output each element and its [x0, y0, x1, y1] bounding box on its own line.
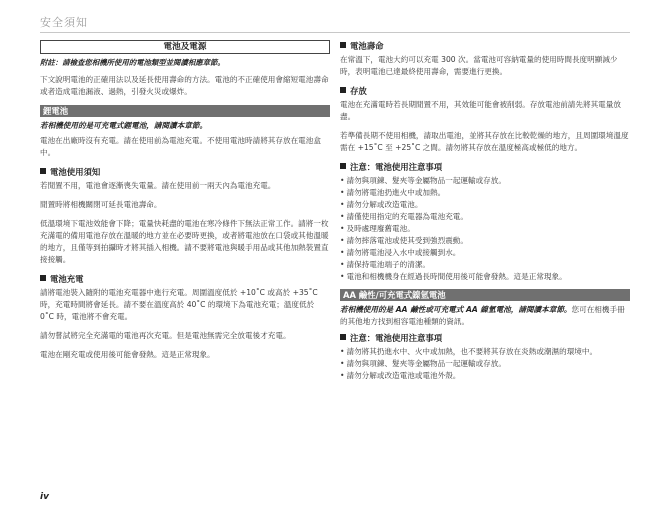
battery-life-paragraph: 在常溫下，電池大約可以充電 300 次。當電池可容納電量的使用時間長度明顯減少時，表明電池已達最終使用壽命，需要進行更換。 [340, 55, 618, 76]
aa-intro [340, 304, 630, 328]
notes-paragraph-3: 低溫環境下電池效能會下降；電量快耗盡的電池在寒冷條件下無法正常工作。請將一枚充滿電的備用電池存放在溫暖的地方並在必要時更換，或者將電池放在口袋或其他溫暖的地方，且僅等到拍攝時才將其插入相機。請不要將電池與暖手用品或其他加熱裝置直接接觸。 [40, 219, 329, 264]
list-item: • 請保持電池端子的清潔。 [340, 259, 630, 271]
charging-paragraph-1: 請將電池裝入隨附的電池充電器中進行充電。周圍溫度低於 +10˚C 或高於 +35˚C 時，充電時間將會延長。請不要在溫度高於 40˚C 的環境下為電池充電；溫度低於 0˚C 時，電池將不會充電。 [40, 288, 318, 321]
page-number: iv [40, 492, 49, 502]
battery-power-title: 電池及電源 [40, 40, 330, 54]
square-bullet-icon [40, 168, 46, 174]
note-line [40, 57, 330, 68]
lithium-intro: 若相機使用的是可充電式鋰電池，請閱讀本章節。 [40, 121, 208, 130]
charging-paragraph-2: 請勿嘗試將完全充滿電的電池再次充電。但是電池無需完全放電後才充電。 [40, 331, 291, 340]
right-column [340, 40, 630, 388]
header-divider [40, 32, 630, 33]
intro-paragraph: 下文說明電池的正確用法以及延長使用壽命的方法。電池的不正確使用會縮短電池壽命或者造成電池漏液、過熱，引發火災或爆炸。 [40, 75, 329, 96]
aa-intro-emphasis: 若相機使用的是 AA 鹼性或可充電式 AA 鎳氫電池，請閱讀本章節。 [340, 305, 572, 314]
caution-heading-2: 注意：電池使用注意事項 [340, 332, 630, 344]
list-item: • 請勿與項鍊、髮夾等金屬物品一起運輸或存放。 [340, 175, 630, 187]
lithium-battery-band: 鋰電池 [40, 105, 330, 117]
list-item: • 及時處理廢舊電池。 [340, 223, 630, 235]
square-bullet-icon [340, 87, 346, 93]
caution-heading: 注意：電池使用注意事項 [340, 161, 630, 173]
list-item: • 請勿分解或改造電池。 [340, 199, 630, 211]
section-header: 安全須知 [40, 16, 88, 29]
list-item: • 請僅使用指定的充電器為電池充電。 [340, 211, 630, 223]
storage-heading: 存放 [340, 85, 630, 97]
notes-paragraph-1: 若閒置不用，電池會逐漸喪失電量。請在使用前一兩天內為電池充電。 [40, 181, 276, 190]
charging-heading: 電池充電 [40, 273, 330, 285]
battery-notes-heading: 電池使用須知 [40, 166, 330, 178]
battery-life-heading: 電池壽命 [340, 40, 630, 52]
square-bullet-icon [40, 275, 46, 281]
aa-intro-rest: 您可在相機手冊的其他地方找到相容電池種類的資訊。 [340, 305, 625, 326]
square-bullet-icon [340, 42, 346, 48]
note-text: 請檢查您相機所使用的電池類型並閱讀相應章節。 [62, 58, 225, 67]
list-item: • 請勿分解或改造電池或電池外殼。 [340, 370, 630, 382]
caution-list [340, 175, 630, 283]
aa-battery-band: AA 鹼性/可充電式鎳氫電池 [340, 289, 630, 301]
left-column [40, 40, 330, 368]
storage-paragraph-1: 電池在充滿電時若長期閒置不用，其效能可能會被削弱。存放電池前請先將其電量放盡。 [340, 100, 621, 121]
list-item: • 請勿與項鍊、髮夾等金屬物品一起運輸或存放。 [340, 358, 630, 370]
list-item: • 請勿將電池浸入水中或接觸到水。 [340, 247, 630, 259]
notes-paragraph-2: 閒置時將相機關閉可延長電池壽命。 [40, 200, 162, 209]
square-bullet-icon [340, 163, 346, 169]
storage-paragraph-2: 若準備長期不使用相機，請取出電池，並將其存放在比較乾燥的地方，且周圍環境溫度需在 +15˚C 至 +25˚C 之間。請勿將其存放在溫度極高或極低的地方。 [340, 131, 629, 152]
caution-list-2 [340, 346, 630, 382]
note-label: 附註： [40, 58, 63, 67]
charging-paragraph-3: 電池在剛充電或使用後可能會發熱。這是正常現象。 [40, 350, 215, 359]
list-item: • 請勿摔落電池或使其受到強烈震動。 [340, 235, 630, 247]
list-item: • 請勿將電池扔進火中或加熱。 [340, 187, 630, 199]
square-bullet-icon [340, 334, 346, 340]
lithium-paragraph-1: 電池在出廠時沒有充電。請在使用前為電池充電。不使用電池時請將其存放在電池盒中。 [40, 136, 321, 157]
list-item: • 電池和相機機身在經過長時間使用後可能會發熱。這是正常現象。 [340, 271, 630, 283]
list-item: • 請勿將其扔進水中、火中或加熱，也不要將其存放在炎熱或潮濕的環境中。 [340, 346, 630, 358]
